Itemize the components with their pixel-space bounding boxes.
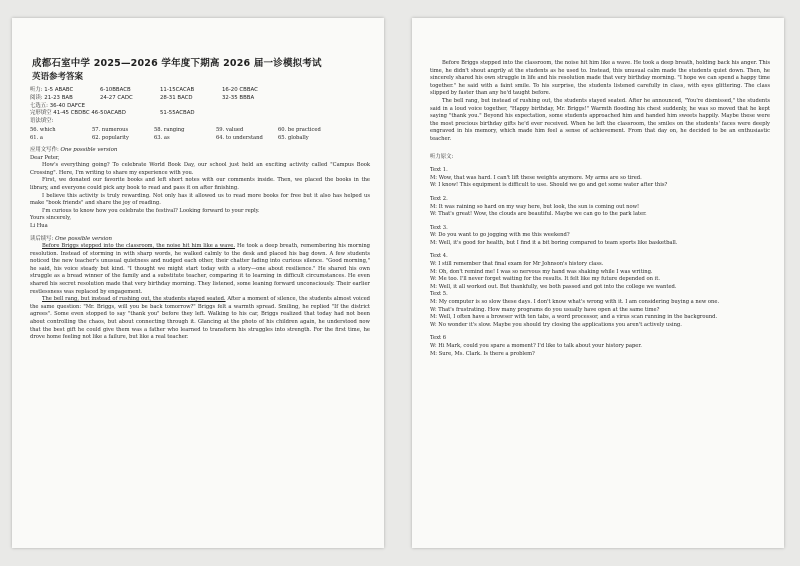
letter-paragraph: I'm curious to know how you celebrate the festival? Looking forward to your reply. [42, 207, 260, 214]
transcript-line: M: My computer is so slow these days. I don't know what's wrong with it. I am considering buying a new one. [430, 299, 720, 306]
grammar-cell: 59. valued [216, 126, 244, 133]
letter-paragraph: First, we donated our favorite books and left short notes with our comments inside. Then, we placed the books in the library, and everyone could pick any book to read and pass it on after finishing. [30, 177, 370, 191]
answer-row [30, 110, 370, 118]
section-heading [30, 147, 370, 155]
transcript-label: Text 5. [430, 291, 448, 298]
listening-heading: 听力原文: [430, 153, 454, 160]
grammar-cell: 64. to understand [216, 134, 263, 141]
answer-cell: 51-55ACBAD [160, 110, 195, 117]
answer-cell: 听力: 1-5 ABABC [30, 87, 74, 93]
grammar-cell: 62. popularity [92, 134, 129, 141]
grammar-row [30, 126, 370, 134]
grammar-cell: 57. numerous [92, 126, 129, 133]
left-content [30, 58, 370, 342]
transcript-block [430, 196, 770, 219]
answer-cell: 32-35 BBBA [222, 94, 255, 101]
transcript-line: W: That's great! Wow, the clouds are beautiful. Maybe we can go to the park later. [430, 211, 647, 218]
letter-greeting: Dear Peter, [30, 154, 60, 161]
answer-row [30, 118, 370, 126]
transcript-line: W: Do you want to go jogging with me this weekend? [430, 232, 570, 239]
section-heading-version: One possible version [60, 146, 118, 153]
transcript-line: W: That's frustrating. How many programs do you usually have open at the same time? [430, 306, 660, 313]
answer-page-right [412, 18, 784, 548]
answer-cell: 阅读: 21-23 BAB [30, 94, 73, 101]
transcript-block [430, 291, 770, 329]
transcript-block [430, 335, 770, 358]
letter-signature: Li Hua [30, 222, 48, 229]
transcript-label: Text 3. [430, 224, 448, 231]
grammar-cell: 61. a [30, 134, 43, 141]
answer-cell: 28-31 BACD [160, 94, 193, 101]
answer-cell: 完形填空 41-45 CBDBC 46-50ACABD [30, 110, 126, 117]
grammar-cell: 58. ranging [154, 126, 185, 133]
grammar-cell: 65. globally [278, 134, 309, 141]
transcript-label: Text 4. [430, 253, 448, 260]
grammar-cell: 63. as [154, 134, 170, 141]
story-opening-sentence: Before Briggs stepped into the classroom, the noise hit him like a wave. [42, 243, 235, 250]
answer-cell: 11-15CACAB [160, 87, 195, 93]
letter-paragraph: I believe this activity is truly rewarding. Not only has it allowed us to read more books for free but it also has helped us make "book friends" and share the joy of reading. [30, 192, 370, 207]
answer-cell: 6-10BBACB [100, 87, 131, 93]
letter-paragraph: How's everything going? To celebrate World Book Day, our school just held an exciting activity called "Campus Book Crossing". Here, I'm writing to share my experience with you. [30, 162, 370, 176]
transcript-line: M: Oh, don't remind me! I was so nervous my hand was shaking while I was writing. [430, 268, 653, 275]
answer-cell: 语法填空: [30, 118, 54, 125]
transcript-block [430, 167, 770, 190]
exam-subtitle: 英语参考答案 [32, 72, 84, 82]
transcript-line: W: Hi Mark, could you spare a moment? I'd like to talk about your history paper. [430, 343, 642, 349]
transcript-block [430, 225, 770, 248]
transcript-line: W: No wonder it's slow. Maybe you should try closing the applications you aren't actively using. [430, 321, 682, 328]
story-paragraph [30, 296, 370, 342]
section-heading-label: 读后续写: [30, 235, 54, 242]
transcript-line: W: Me too. I'll never forget waiting for the results. It felt like my future depended on it. [430, 276, 661, 283]
answer-row [30, 87, 370, 95]
transcript-line: M: It was raining so hard on my way here, but look, the sun is coming out now! [430, 203, 640, 210]
section-heading-version: One possible version [55, 235, 112, 242]
story-body: He took a deep breath, remembering his morning resolution. Instead of storming in with sharp words, he walked calmly to the desk and placed his bag down. A few students noticed the new teacher's unusual quietness and nudged each other, their chatter fading into curious silence. "Good morning," he said, his voice steady but kind. "I thought we might start today with a story—one about resilience." He shared his own struggle as a bread winner of the family and a substitute teacher, comparing it to learning in difficult circumstances. He even shared his secret resolution made that very birthday morning. They listened, some leaning forward unconsciously. Their earlier restlessness was replaced by engagement. [30, 243, 370, 295]
transcript-label: Text 1. [430, 167, 448, 174]
story-opening-sentence: The bell rang, but instead of rushing out, the students stayed seated. [42, 296, 226, 303]
transcript-block [430, 253, 770, 291]
story-paragraph: The bell rang, but instead of rushing out, the students stayed seated. After he announced, "You're dismissed," the students said in a loud voice together, "Happy birthday, Mr. Briggs!" Warmth flooding his chest suddenly, he was so moved that he kept saying "thank you." Beyond his expectation, some students approached him and handed him sweets happily. Maybe these were the most precious birthday gifts he'd ever received. When he left the classroom, the smiles on the students' faces were deeply engraved in his memory, which made him feel a sense of achievement. From that day on, he decided to be an enthusiastic teacher. [430, 97, 770, 142]
answer-row [30, 95, 370, 103]
answer-cell: 24-27 CADC [100, 94, 133, 101]
answer-cell: 七选五: 36-40 DAFCE [30, 102, 86, 109]
transcript-line: M: Wow, that was hard. I can't lift these weights anymore. My arms are so tired. [430, 174, 642, 181]
story-paragraph [30, 243, 370, 296]
grammar-row [30, 134, 370, 142]
letter-closing: Yours sincerely, [30, 215, 71, 222]
transcript-line: M: Well, I often have a browser with ten tabs, a word processor, and a virus scan running in the background. [430, 314, 718, 321]
exam-title: 成都石室中学 2025—2026 学年度下期高 2026 届一诊模拟考试 [32, 58, 322, 69]
answer-page-left [12, 18, 384, 548]
transcript-label: Text 2. [430, 195, 448, 202]
grammar-cell: 60. be practiced [278, 126, 321, 133]
grammar-cell: 56. which [30, 126, 56, 133]
section-heading [30, 236, 370, 244]
story-paragraph: Before Briggs stepped into the classroom, the noise hit him like a wave. He took a deep breath, holding back his anger. This time, he didn't shout angrily at the students as he used to. Instead, this unusual calm made the students quiet down. Then, he sincerely shared his own struggle in life and his resolution made that very birthday morning. "I hope we can spend a happy time together." he said with a faint smile. To his surprise, the students listened carefully in class, with eyes glittering. The class slipped by faster than any he'd taught before. [430, 60, 770, 97]
transcript-line: W: I know! This equipment is difficult to use. Should we go and get some water after this? [430, 182, 668, 189]
right-content [430, 60, 770, 358]
transcript-line: M: Well, it all worked out. But thankfully, we both passed and got into the college we wanted. [430, 283, 677, 290]
transcript-line: M: Well, it's good for health, but I find it a bit boring compared to team sports like basketball. [430, 239, 678, 246]
section-heading-label: 应用文写作: [30, 146, 59, 153]
answer-cell: 16-20 CBBAC [222, 87, 258, 93]
transcript-label: Text 6 [430, 335, 447, 342]
transcript-line: W: I still remember that final exam for Mr Johnson's history class. [430, 261, 604, 268]
story-body: After a moment of silence, the students almost voiced the same question: "Mr. Briggs, will you be back tomorrow?" Briggs felt a warmth spread. Smiling, he replied "If the district agrees". Some even stopped to say "thank you" before they left. Walking to his car, Briggs realized that today had not been about controlling the chaos, but about connecting through it. Glancing at the photo of his children again, he understood now that the best gift he could give them was a father who learned to transform his struggles into strength. For the first time, he drove home feeling not like a failure, but like a real teacher. [30, 296, 370, 341]
transcript-line: M: Sure, Ms. Clark. Is there a problem? [430, 350, 535, 357]
